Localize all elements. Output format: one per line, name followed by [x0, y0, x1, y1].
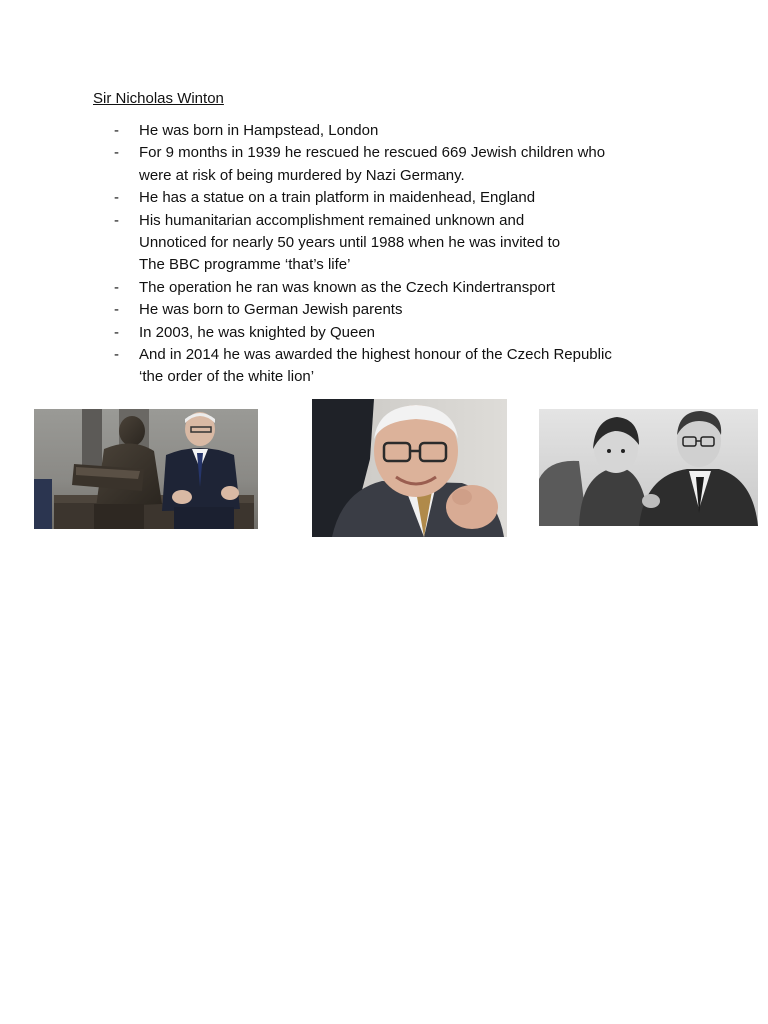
list-item	[114, 210, 674, 277]
list-item-text: He was born to German Jewish parents	[139, 301, 403, 319]
list-item-text: And in 2014 he was awarded the highest honour of the Czech Republic	[139, 346, 612, 364]
list-item-text: ‘the order of the white lion’	[139, 368, 315, 386]
list-item-text: His humanitarian accomplishment remained unknown and	[139, 211, 525, 229]
list-item	[114, 299, 674, 321]
list-item-text: The BBC programme ‘that’s life’	[139, 256, 351, 274]
list-item	[114, 120, 674, 142]
bullet-marker: -	[114, 211, 119, 229]
portrait-photo	[312, 399, 507, 537]
list-item-text: He was born in Hampstead, London	[139, 122, 379, 139]
bullet-marker: -	[114, 144, 119, 162]
bullet-marker: -	[114, 122, 119, 139]
list-item-text: The operation he ran was known as the Czech Kindertransport	[139, 278, 556, 296]
list-item	[114, 142, 674, 187]
list-item	[114, 187, 674, 209]
list-item	[114, 344, 674, 389]
historic-photo	[539, 409, 758, 526]
list-item-text: For 9 months in 1939 he rescued he rescued 669 Jewish children who	[139, 144, 606, 162]
bullet-marker: -	[114, 189, 119, 207]
list-item	[114, 322, 674, 344]
bullet-marker: -	[114, 301, 119, 319]
page-title: Sir Nicholas Winton	[93, 90, 224, 107]
bullet-marker: -	[114, 323, 119, 341]
list-item-text: Unnoticed for nearly 50 years until 1988 when he was invited to	[139, 234, 561, 252]
list-item	[114, 277, 674, 299]
list-item-text: were at risk of being murdered by Nazi Germany.	[139, 166, 465, 184]
statue-photo	[34, 409, 258, 529]
list-item-text: In 2003, he was knighted by Queen	[139, 323, 376, 341]
list-item-text: He has a statue on a train platform in maidenhead, England	[139, 189, 536, 207]
bullet-marker: -	[114, 346, 119, 364]
fact-list	[114, 120, 674, 389]
bullet-marker: -	[114, 278, 119, 296]
